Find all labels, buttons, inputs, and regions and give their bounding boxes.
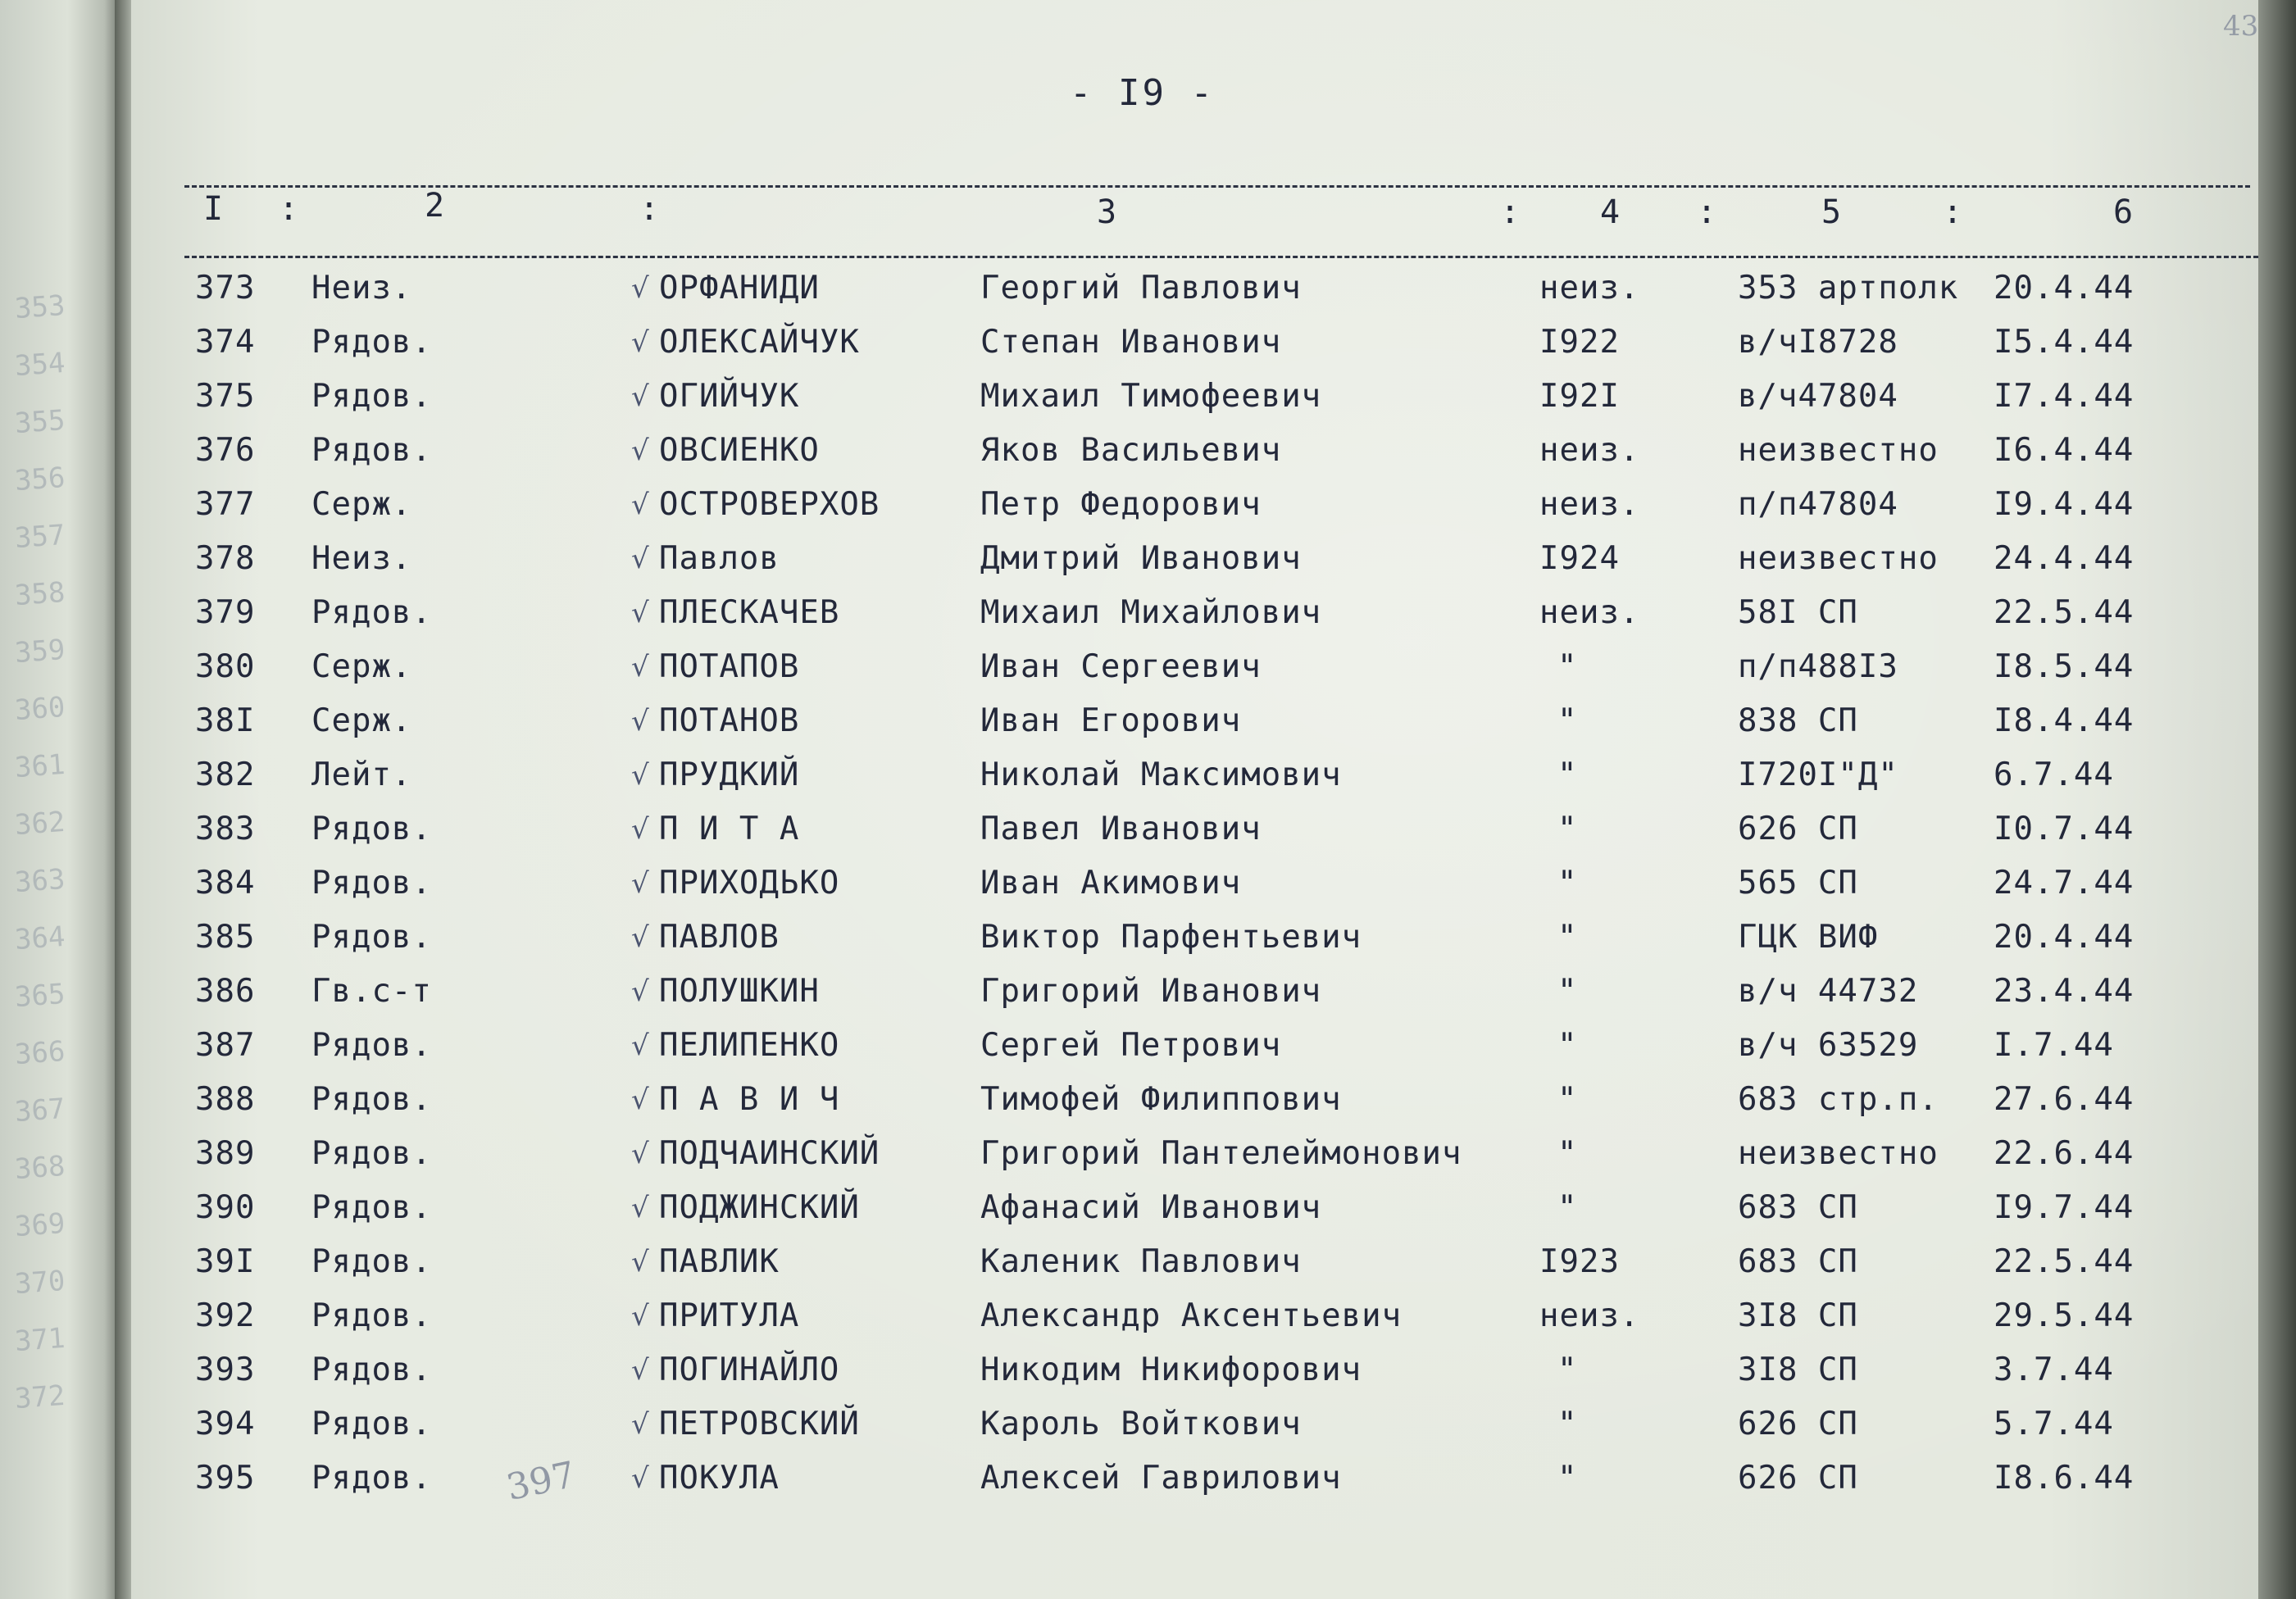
row-surname: ОСТРОВЕРХОВ [659, 486, 880, 523]
row-first-name: Никодим Никифорович [980, 1351, 1362, 1388]
row-unit: 626 СП [1738, 1460, 1858, 1497]
row-birth-year: неиз. [1539, 432, 1640, 469]
row-first-name: Михаил Михайлович [980, 594, 1322, 631]
row-unit: 683 СП [1738, 1243, 1858, 1280]
row-surname: ПОДЖИНСКИЙ [659, 1189, 860, 1226]
previous-page-number: 360 [13, 690, 66, 728]
previous-page-number: 356 [13, 461, 66, 498]
row-birth-year: " [1557, 702, 1578, 739]
row-surname: Павлов [659, 540, 780, 577]
row-unit: 3I8 СП [1738, 1297, 1858, 1334]
check-mark: √ [631, 1300, 649, 1333]
check-mark: √ [631, 326, 649, 359]
row-number: 379 [195, 594, 256, 631]
row-date: 20.4.44 [1994, 919, 2135, 956]
row-first-name: Кароль Войткович [980, 1406, 1302, 1442]
row-first-name: Николай Максимович [980, 756, 1342, 793]
previous-page-number: 368 [13, 1149, 66, 1187]
row-number: 376 [195, 432, 256, 469]
row-number: 382 [195, 756, 256, 793]
previous-page-number: 354 [13, 346, 66, 384]
row-rank: Рядов. [311, 1460, 432, 1497]
check-mark: √ [631, 1029, 649, 1062]
check-mark: √ [631, 1246, 649, 1279]
row-surname: ПЕТРОВСКИЙ [659, 1406, 860, 1442]
row-birth-year: I922 [1539, 324, 1620, 361]
row-birth-year: I92I [1539, 378, 1620, 415]
previous-page-number: 367 [13, 1092, 66, 1129]
previous-page-number: 369 [13, 1206, 66, 1244]
row-number: 387 [195, 1027, 256, 1064]
check-mark: √ [631, 1138, 649, 1170]
row-number: 383 [195, 811, 256, 847]
row-rank: Неиз. [311, 270, 412, 307]
row-surname: ОРФАНИДИ [659, 270, 820, 307]
row-rank: Серж. [311, 648, 412, 685]
row-number: 389 [195, 1135, 256, 1172]
previous-page-edge [0, 0, 123, 1599]
row-birth-year: неиз. [1539, 486, 1640, 523]
row-number: 393 [195, 1351, 256, 1388]
row-birth-year: " [1557, 1406, 1578, 1442]
row-first-name: Григорий Пантелеймонович [980, 1135, 1462, 1172]
row-date: 23.4.44 [1994, 973, 2135, 1010]
header-col-2: 2 [425, 187, 445, 225]
row-birth-year: " [1557, 973, 1578, 1010]
row-rank: Рядов. [311, 1243, 432, 1280]
row-number: 384 [195, 865, 256, 902]
row-date: 24.7.44 [1994, 865, 2135, 902]
row-date: I5.4.44 [1994, 324, 2135, 361]
header-col-3: 3 [1097, 193, 1117, 231]
row-number: 386 [195, 973, 256, 1010]
row-unit: в/ч47804 [1738, 378, 1898, 415]
row-surname: ПОГИНАЙЛО [659, 1351, 840, 1388]
row-rank: Рядов. [311, 324, 432, 361]
row-date: I.7.44 [1994, 1027, 2114, 1064]
row-unit: 3I8 СП [1738, 1351, 1858, 1388]
row-birth-year: неиз. [1539, 1297, 1640, 1334]
row-first-name: Сергей Петрович [980, 1027, 1282, 1064]
row-date: 3.7.44 [1994, 1351, 2114, 1388]
row-unit: ГЦК ВИФ [1738, 919, 1879, 956]
row-unit: 353 артполк [1738, 270, 1959, 307]
row-date: I7.4.44 [1994, 378, 2135, 415]
row-unit: п/п47804 [1738, 486, 1898, 523]
check-mark: √ [631, 1192, 649, 1224]
check-mark: √ [631, 380, 649, 413]
header-top-rule [184, 185, 2250, 188]
row-surname: ПАВЛИК [659, 1243, 780, 1280]
row-unit: п/п488I3 [1738, 648, 1898, 685]
row-first-name: Яков Васильевич [980, 432, 1282, 469]
row-first-name: Каленик Павлович [980, 1243, 1302, 1280]
row-rank: Серж. [311, 702, 412, 739]
row-rank: Рядов. [311, 1135, 432, 1172]
row-rank: Рядов. [311, 1027, 432, 1064]
header-bottom-rule [184, 256, 2258, 258]
row-date: 27.6.44 [1994, 1081, 2135, 1118]
row-first-name: Афанасий Иванович [980, 1189, 1322, 1226]
row-surname: ОЛЕКСАЙЧУК [659, 324, 860, 361]
row-rank: Рядов. [311, 865, 432, 902]
row-first-name: Иван Акимович [980, 865, 1242, 902]
previous-page-number: 372 [13, 1379, 66, 1416]
row-date: I8.4.44 [1994, 702, 2135, 739]
row-unit: неизвестно [1738, 1135, 1939, 1172]
row-rank: Рядов. [311, 1297, 432, 1334]
pencil-note: 397 [502, 1453, 580, 1510]
row-first-name: Петр Федорович [980, 486, 1262, 523]
header-col-4: 4 [1600, 193, 1621, 231]
row-rank: Рядов. [311, 594, 432, 631]
row-birth-year: I924 [1539, 540, 1620, 577]
corner-mark: 43 [2223, 10, 2259, 43]
row-unit: 683 стр.п. [1738, 1081, 1939, 1118]
row-unit: 565 СП [1738, 865, 1858, 902]
row-rank: Рядов. [311, 1406, 432, 1442]
row-surname: ПОДЧАИНСКИЙ [659, 1135, 880, 1172]
row-surname: ПРИХОДЬКО [659, 865, 840, 902]
row-first-name: Михаил Тимофеевич [980, 378, 1322, 415]
header-sep: : [639, 190, 660, 228]
row-birth-year: " [1557, 1135, 1578, 1172]
row-unit: 683 СП [1738, 1189, 1858, 1226]
row-surname: ПОТАПОВ [659, 648, 800, 685]
row-date: I8.6.44 [1994, 1460, 2135, 1497]
check-mark: √ [631, 921, 649, 954]
row-number: 388 [195, 1081, 256, 1118]
previous-page-number: 358 [13, 575, 66, 613]
row-first-name: Иван Егорович [980, 702, 1242, 739]
row-rank: Рядов. [311, 1081, 432, 1118]
row-birth-year: " [1557, 811, 1578, 847]
row-birth-year: " [1557, 1189, 1578, 1226]
header-col-1: I [203, 190, 224, 228]
row-birth-year: " [1557, 1027, 1578, 1064]
row-first-name: Виктор Парфентьевич [980, 919, 1362, 956]
row-rank: Рядов. [311, 1189, 432, 1226]
row-number: 375 [195, 378, 256, 415]
previous-page-number: 357 [13, 518, 66, 556]
row-first-name: Георгий Павлович [980, 270, 1302, 307]
row-first-name: Алексей Гаврилович [980, 1460, 1342, 1497]
header-sep: : [1500, 193, 1521, 231]
check-mark: √ [631, 975, 649, 1008]
row-number: 378 [195, 540, 256, 577]
check-mark: √ [631, 1462, 649, 1495]
row-number: 392 [195, 1297, 256, 1334]
row-number: 380 [195, 648, 256, 685]
check-mark: √ [631, 434, 649, 467]
row-date: I6.4.44 [1994, 432, 2135, 469]
previous-page-number: 364 [13, 920, 66, 957]
row-first-name: Степан Иванович [980, 324, 1282, 361]
row-number: 390 [195, 1189, 256, 1226]
row-birth-year: " [1557, 648, 1578, 685]
check-mark: √ [631, 759, 649, 792]
row-birth-year: " [1557, 1081, 1578, 1118]
row-unit: I720I"Д" [1738, 756, 1898, 793]
row-rank: Лейт. [311, 756, 412, 793]
row-first-name: Иван Сергеевич [980, 648, 1262, 685]
row-birth-year: " [1557, 865, 1578, 902]
row-number: 38I [195, 702, 256, 739]
check-mark: √ [631, 813, 649, 846]
row-surname: ОВСИЕНКО [659, 432, 820, 469]
check-mark: √ [631, 1354, 649, 1387]
row-first-name: Тимофей Филиппович [980, 1081, 1342, 1118]
row-rank: Неиз. [311, 540, 412, 577]
row-rank: Серж. [311, 486, 412, 523]
row-birth-year: " [1557, 919, 1578, 956]
previous-page-number: 366 [13, 1034, 66, 1072]
previous-page-number: 370 [13, 1264, 66, 1301]
row-birth-year: неиз. [1539, 270, 1640, 307]
header-col-5: 5 [1821, 193, 1842, 231]
row-surname: П И Т А [659, 811, 800, 847]
check-mark: √ [631, 1083, 649, 1116]
row-date: I9.7.44 [1994, 1189, 2135, 1226]
row-first-name: Григорий Иванович [980, 973, 1322, 1010]
check-mark: √ [631, 272, 649, 305]
page-edge-right [2258, 0, 2296, 1599]
row-date: 24.4.44 [1994, 540, 2135, 577]
check-mark: √ [631, 488, 649, 521]
row-surname: ПЕЛИПЕНКО [659, 1027, 840, 1064]
row-rank: Гв.с-т [311, 973, 432, 1010]
row-birth-year: I923 [1539, 1243, 1620, 1280]
row-unit: 626 СП [1738, 811, 1858, 847]
row-date: 22.6.44 [1994, 1135, 2135, 1172]
row-number: 39I [195, 1243, 256, 1280]
previous-page-number: 363 [13, 862, 66, 900]
previous-page-number: 353 [13, 288, 66, 326]
row-date: 5.7.44 [1994, 1406, 2114, 1442]
check-mark: √ [631, 867, 649, 900]
previous-page-number: 359 [13, 633, 66, 670]
row-unit: 58I СП [1738, 594, 1858, 631]
previous-page-number: 355 [13, 403, 66, 441]
row-surname: ПРИТУЛА [659, 1297, 800, 1334]
header-sep: : [1697, 193, 1717, 231]
row-unit: неизвестно [1738, 540, 1939, 577]
row-date: 22.5.44 [1994, 594, 2135, 631]
row-date: I9.4.44 [1994, 486, 2135, 523]
previous-page-number: 362 [13, 805, 66, 843]
row-surname: ПЛЕСКАЧЕВ [659, 594, 840, 631]
header-sep: : [1943, 193, 1963, 231]
row-surname: ПАВЛОВ [659, 919, 780, 956]
row-birth-year: " [1557, 1460, 1578, 1497]
row-rank: Рядов. [311, 811, 432, 847]
header-sep: : [279, 190, 299, 228]
check-mark: √ [631, 651, 649, 684]
row-first-name: Дмитрий Иванович [980, 540, 1302, 577]
row-first-name: Павел Иванович [980, 811, 1262, 847]
row-number: 377 [195, 486, 256, 523]
row-date: I0.7.44 [1994, 811, 2135, 847]
row-surname: ПОТАНОВ [659, 702, 800, 739]
row-unit: в/чI8728 [1738, 324, 1898, 361]
row-number: 385 [195, 919, 256, 956]
row-date: I8.5.44 [1994, 648, 2135, 685]
check-mark: √ [631, 1408, 649, 1441]
row-unit: 626 СП [1738, 1406, 1858, 1442]
row-date: 29.5.44 [1994, 1297, 2135, 1334]
row-date: 22.5.44 [1994, 1243, 2135, 1280]
page-number: - I9 - [1070, 72, 1215, 114]
row-birth-year: неиз. [1539, 594, 1640, 631]
row-number: 374 [195, 324, 256, 361]
row-number: 394 [195, 1406, 256, 1442]
row-surname: ПОЛУШКИН [659, 973, 820, 1010]
previous-page-number: 361 [13, 747, 66, 785]
row-date: 20.4.44 [1994, 270, 2135, 307]
row-birth-year: " [1557, 1351, 1578, 1388]
check-mark: √ [631, 705, 649, 738]
row-unit: неизвестно [1738, 432, 1939, 469]
row-rank: Рядов. [311, 1351, 432, 1388]
row-unit: в/ч 63529 [1738, 1027, 1919, 1064]
header-col-6: 6 [2113, 193, 2134, 231]
row-date: 6.7.44 [1994, 756, 2114, 793]
row-rank: Рядов. [311, 919, 432, 956]
row-number: 373 [195, 270, 256, 307]
previous-page-number: 371 [13, 1321, 66, 1359]
check-mark: √ [631, 543, 649, 575]
previous-page-number: 365 [13, 977, 66, 1015]
row-unit: 838 СП [1738, 702, 1858, 739]
row-surname: П А В И Ч [659, 1081, 840, 1118]
row-surname: ПРУДКИЙ [659, 756, 800, 793]
row-surname: ОГИЙЧУК [659, 378, 800, 415]
row-birth-year: " [1557, 756, 1578, 793]
row-unit: в/ч 44732 [1738, 973, 1919, 1010]
check-mark: √ [631, 597, 649, 629]
row-rank: Рядов. [311, 432, 432, 469]
row-rank: Рядов. [311, 378, 432, 415]
row-first-name: Александр Аксентьевич [980, 1297, 1403, 1334]
row-surname: ПОКУЛА [659, 1460, 780, 1497]
row-number: 395 [195, 1460, 256, 1497]
